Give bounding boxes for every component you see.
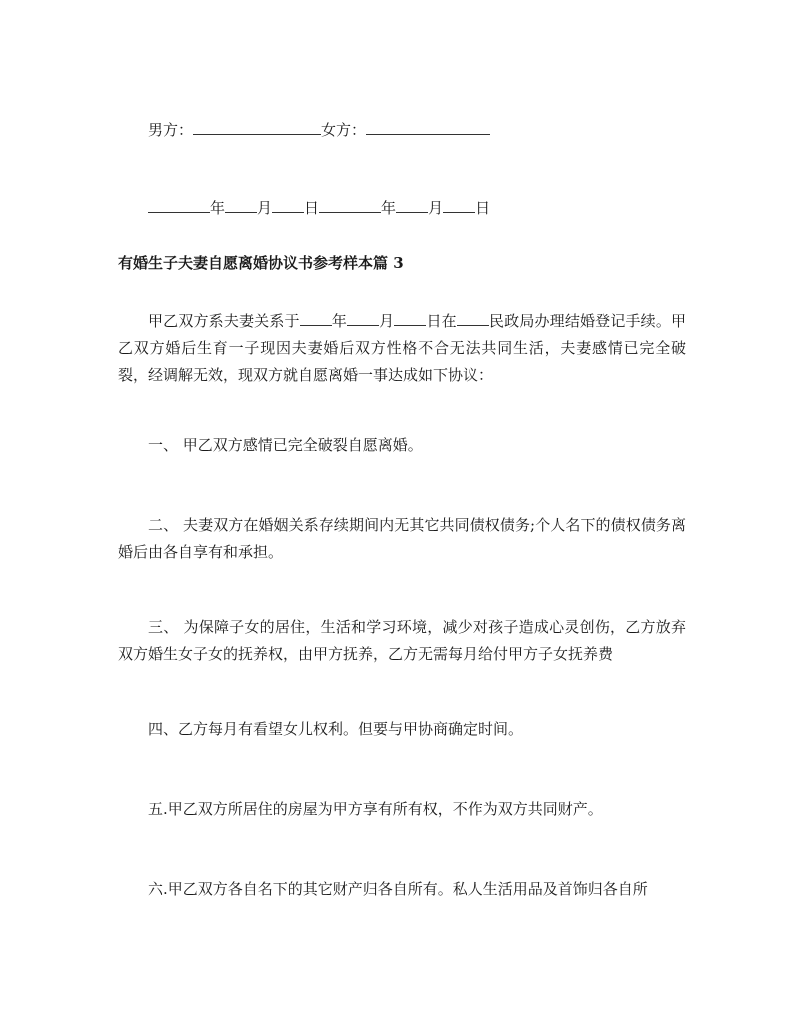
woman-label: 女方： — [321, 121, 367, 139]
section-title: 有婚生子夫妻自愿离婚协议书参考样本篇 3 — [118, 254, 404, 272]
date-blank — [443, 198, 475, 213]
intro-year: 年 — [331, 312, 347, 330]
man-signature-blank — [193, 120, 321, 135]
date-month: 月 — [257, 199, 273, 217]
date-blank — [396, 198, 428, 213]
clause-paragraph: 五.甲乙双方所居住的房屋为甲方享有所有权，不作为双方共同财产。 — [148, 800, 603, 818]
intro-blank — [347, 311, 379, 326]
man-label: 男方： — [148, 121, 194, 139]
intro-month: 月 — [379, 312, 395, 330]
intro-blank — [457, 311, 489, 326]
intro-day: 日在 — [426, 312, 457, 330]
intro-paragraph — [118, 308, 686, 389]
clause-paragraph: 三、 为保障子女的居住，生活和学习环境，减少对孩子造成心灵创伤，乙方放弃双方婚生女子女的抚养权，由甲方抚养，乙方无需每月给付甲方子女抚养费 — [118, 618, 686, 663]
clause-paragraph: 六.甲乙双方各自名下的其它财产归各自所有。私人生活用品及首饰归各自所 — [148, 880, 648, 898]
woman-signature-blank — [366, 120, 490, 135]
intro-text: 甲乙双方系夫妻关系于 — [148, 312, 300, 330]
intro-blank — [394, 311, 426, 326]
date-year: 年 — [210, 199, 226, 217]
date-row — [148, 198, 688, 216]
date-blank — [225, 198, 257, 213]
date-blank — [272, 198, 304, 213]
date-year: 年 — [381, 199, 397, 217]
clause-paragraph: 二、 夫妻双方在婚姻关系存续期间内无其它共同债权债务;个人名下的债权债务离婚后由各自享有和承担。 — [118, 516, 686, 561]
clause-paragraph: 四、乙方每月有看望女儿权利。但要与甲协商确定时间。 — [148, 720, 524, 738]
date-month: 月 — [428, 199, 444, 217]
clause-paragraph: 一、 甲乙双方感情已完全破裂自愿离婚。 — [148, 436, 423, 454]
signature-row — [148, 120, 688, 138]
intro-rest: 民政局办理结婚登记手续。甲乙双方婚后生育一子现因夫妻婚后双方性格不合无法共同生活，夫妻感情已完全破裂，经调解无效，现双方就自愿离婚一事达成如下协议： — [118, 312, 686, 384]
date-day: 日 — [304, 199, 320, 217]
date-day: 日 — [475, 199, 491, 217]
date-blank — [319, 198, 381, 213]
date-blank — [148, 198, 210, 213]
intro-blank — [300, 311, 332, 326]
